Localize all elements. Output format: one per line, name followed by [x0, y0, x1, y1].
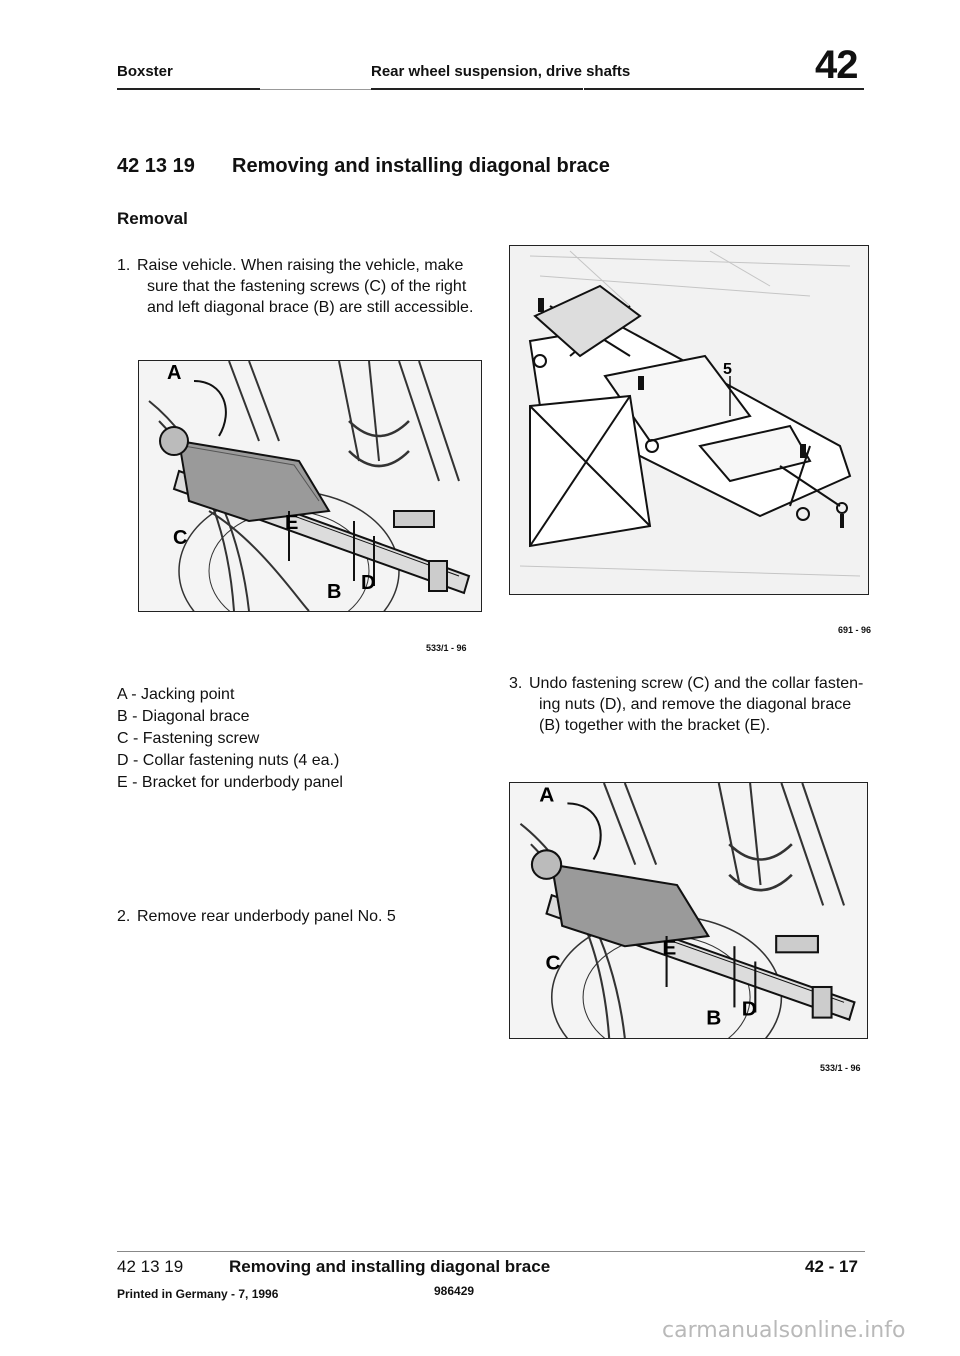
- step-3-text: [529, 673, 874, 736]
- header-model: Boxster: [117, 63, 173, 80]
- fig1-label-c: C: [173, 527, 188, 549]
- header-group-number: 42: [815, 43, 858, 87]
- header-rule-thin: [260, 89, 371, 90]
- diagonal-brace-removal-illustration: [510, 783, 867, 1038]
- legend-item-d: D - Collar fastening nuts (4 ea.): [117, 752, 340, 769]
- fig3-label-d: D: [741, 997, 757, 1021]
- figure-diagonal-brace-removal: [509, 782, 868, 1039]
- fig3-label-e: E: [662, 936, 677, 960]
- title-code: 42 13 19: [117, 155, 195, 177]
- header-rule-left: [117, 88, 260, 90]
- figure-diagonal-brace: [138, 360, 482, 612]
- step-2-text: Remove rear underbody panel No. 5: [137, 908, 396, 925]
- step-1-line-2: sure that the fastening screws (C) of the right: [147, 278, 467, 295]
- footer-page-number: 42 - 17: [805, 1257, 858, 1276]
- step-2-number: 2.: [117, 908, 131, 925]
- footer-printed: Printed in Germany - 7, 1996: [117, 1287, 279, 1301]
- footer-code: 42 13 19: [117, 1257, 184, 1276]
- header-rule-middle: [371, 88, 583, 90]
- step-3-line-1: Undo fastening screw (C) and the collar fasten-: [529, 675, 864, 692]
- fig3-label-b: B: [706, 1006, 722, 1030]
- header-rule-right: [584, 88, 864, 90]
- legend-item-e: E - Bracket for underbody panel: [117, 774, 343, 791]
- figure-2-caption: 691 - 96: [838, 625, 872, 635]
- footer-doc-number: 986429: [434, 1284, 475, 1298]
- fig2-label-panel-number: 5: [723, 361, 732, 378]
- fig1-label-e: E: [285, 512, 299, 534]
- step-1-line-1: Raise vehicle. When raising the vehicle, make: [137, 257, 464, 274]
- underbody-panel-illustration: [510, 246, 868, 594]
- removal-heading: Removal: [117, 209, 188, 228]
- legend-item-a: A - Jacking point: [117, 686, 235, 703]
- step-1-text: [137, 255, 482, 318]
- fig3-label-c: C: [545, 951, 561, 975]
- footer-rule: [117, 1251, 865, 1252]
- legend-item-b: B - Diagonal brace: [117, 708, 250, 725]
- figure-3-caption: 533/1 - 96: [820, 1063, 861, 1073]
- watermark: carmanualsonline.info: [662, 1318, 906, 1343]
- page-title: Removing and installing diagonal brace: [232, 155, 610, 177]
- figure-underbody-panel: [509, 245, 869, 595]
- legend-list: [117, 684, 343, 794]
- fig1-label-d: D: [361, 572, 376, 594]
- step-3-number: 3.: [509, 675, 523, 692]
- fig3-label-a: A: [539, 783, 555, 807]
- step-1-line-3: and left diagonal brace (B) are still accessible.: [147, 299, 474, 316]
- figure-1-caption: 533/1 - 96: [426, 643, 467, 653]
- fig1-label-b: B: [327, 581, 342, 603]
- step-3-line-3: (B) together with the bracket (E).: [539, 717, 771, 734]
- header-section: Rear wheel suspension, drive shafts: [371, 63, 631, 80]
- step-1-number: 1.: [117, 257, 131, 274]
- step-3-line-2: ing nuts (D), and remove the diagonal brace: [539, 696, 852, 713]
- diagonal-brace-illustration: [139, 361, 481, 611]
- legend-item-c: C - Fastening screw: [117, 730, 260, 747]
- fig1-label-a: A: [167, 362, 182, 384]
- footer-title: Removing and installing diagonal brace: [229, 1257, 551, 1276]
